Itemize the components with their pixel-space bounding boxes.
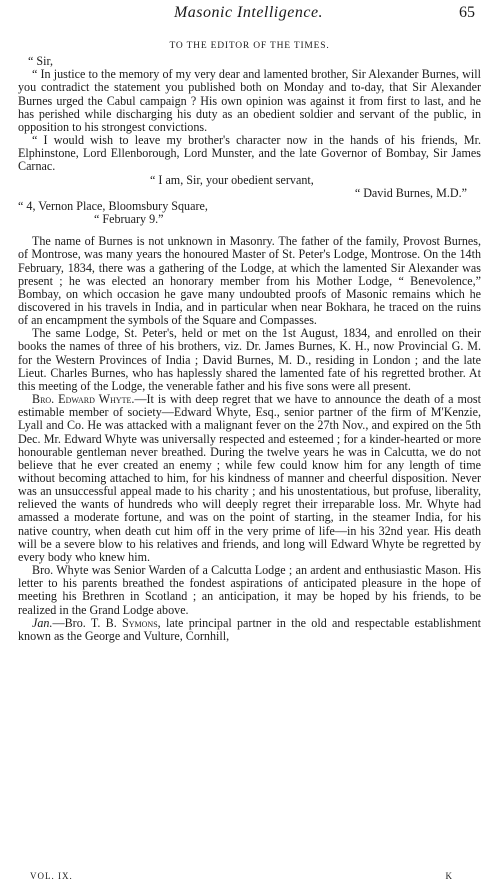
paragraph-burnes-masonry: The name of Burnes is not unknown in Masonry. The father of the family, Provost Burnes, of Montrose, was many years the honoured Master of St. Peter's Lodge, Montrose. On the 14th February, 1834, there was a gathering of the Lodge, at which the lamented Sir Alexander was present ; he was elected an honorary member from his Mother Lodge, “ Benevolence,” Bombay, on which occasion he gave many undoubted proofs of Masonic remains which he discovered in his travels in India, and in particular when near Bokhara, he traced on the ruins of an encampment the symbols of the Square and Compasses. <box>18 234 481 328</box>
symons-mid: —Bro. T. B. <box>52 615 123 630</box>
page-footer <box>30 871 453 883</box>
running-head <box>18 4 479 26</box>
running-title: Masonic Intelligence. <box>173 4 324 21</box>
paragraph-whyte-warden: Bro. Whyte was Senior Warden of a Calcutta Lodge ; an ardent and enthusiastic Mason. His letter to his parents breathed the fondest aspirations of anticipated pleasure in the hope of meeting his Brethren in Scotland ; an anticipation, it may be hoped by his friends, to be realized in the Grand Lodge above. <box>18 563 481 617</box>
letter-heading: TO THE EDITOR OF THE TIMES. <box>169 41 330 51</box>
symons-name: Symons <box>122 615 158 630</box>
letter-paragraph-2: “ I would wish to leave my brother's character now in the hands of his friends, Mr. Elphinstone, Lord Ellenborough, Lord Munster, and the late Governor of Bombay, Sir James Carnac. <box>18 133 481 174</box>
article-body <box>18 40 481 643</box>
symons-text: , late principal partner in the old and respectable establishment known as the George and Vulture, Cornhill, <box>18 615 481 643</box>
edward-whyte-text: —It is with deep regret that we have to announce the death of a most estimable member of society—Edward Whyte, Esq., senior partner of the firm of M'Kenzie, Lyall and Co. He was attacked with a malignant fever on the 27th Nov., and expired on the 5th Dec. Mr. Edward Whyte was universally respected and esteemed ; for a kinder-hearted or more honourable gentleman never breathed. During the twelve years he was in Calcutta, we do not believe that he ever created an enemy ; while few could know him for any length of time without becoming attached to him, for his kindness of manner and cheerful disposition. Never was an unsuccessful appeal made to his charity ; and his unostentatious, but profuse, liberality, relieved the wants of hundreds who will deeply regret their irreparable loss. Mr. Whyte had amassed a moderate fortune, and was on the point of starting, in the steamer India, for his native country, when death cut him off in the very prime of life—in his 32nd year. His death will be a severe blow to his relatives and friends, and long will Edward Whyte be regretted by every body who knew him. <box>18 392 481 564</box>
paragraph-edward-whyte <box>18 393 481 564</box>
letter-closing: “ I am, Sir, your obedient servant, <box>150 172 314 187</box>
letter-address-line-2: “ February 9.” <box>94 212 164 227</box>
letter-salutation: “ Sir, <box>28 54 54 69</box>
edward-whyte-lead: Bro. Edward Whyte. <box>32 392 135 407</box>
page-number: 65 <box>459 4 475 21</box>
letter-paragraph-1: “ In justice to the memory of my very dear and lamented brother, Sir Alexander Burnes, will you contradict the statement you published both on Monday and to-day, that Sir Alexander Burnes urged the Cabul campaign ? His own opinion was against it from first to last, and he has perished while discharging his duty as an obedient soldier and servant of the public, in opposition to his strongest convictions. <box>18 67 481 134</box>
paragraph-symons <box>18 617 481 643</box>
signature-mark: K <box>445 871 453 881</box>
letter-address-line-1: “ 4, Vernon Place, Bloomsbury Square, <box>18 198 208 213</box>
letter-signature: “ David Burnes, M.D.” <box>354 185 467 200</box>
symons-date: Jan. <box>32 615 53 630</box>
paragraph-st-peters-lodge: The same Lodge, St. Peter's, held or met on the 1st August, 1834, and enrolled on their books the names of three of his brothers, viz. Dr. James Burnes, K. H., now Provincial G. M. for the Western Provinces of India ; David Burnes, M. D., residing in London ; and the late Lieut. Charles Burnes, who has haplessly shared the lamented fate of his regretted brother. At this meeting of the Lodge, the venerable father and his five sons were all present. <box>18 326 481 393</box>
volume-number: VOL. IX. <box>30 871 73 881</box>
